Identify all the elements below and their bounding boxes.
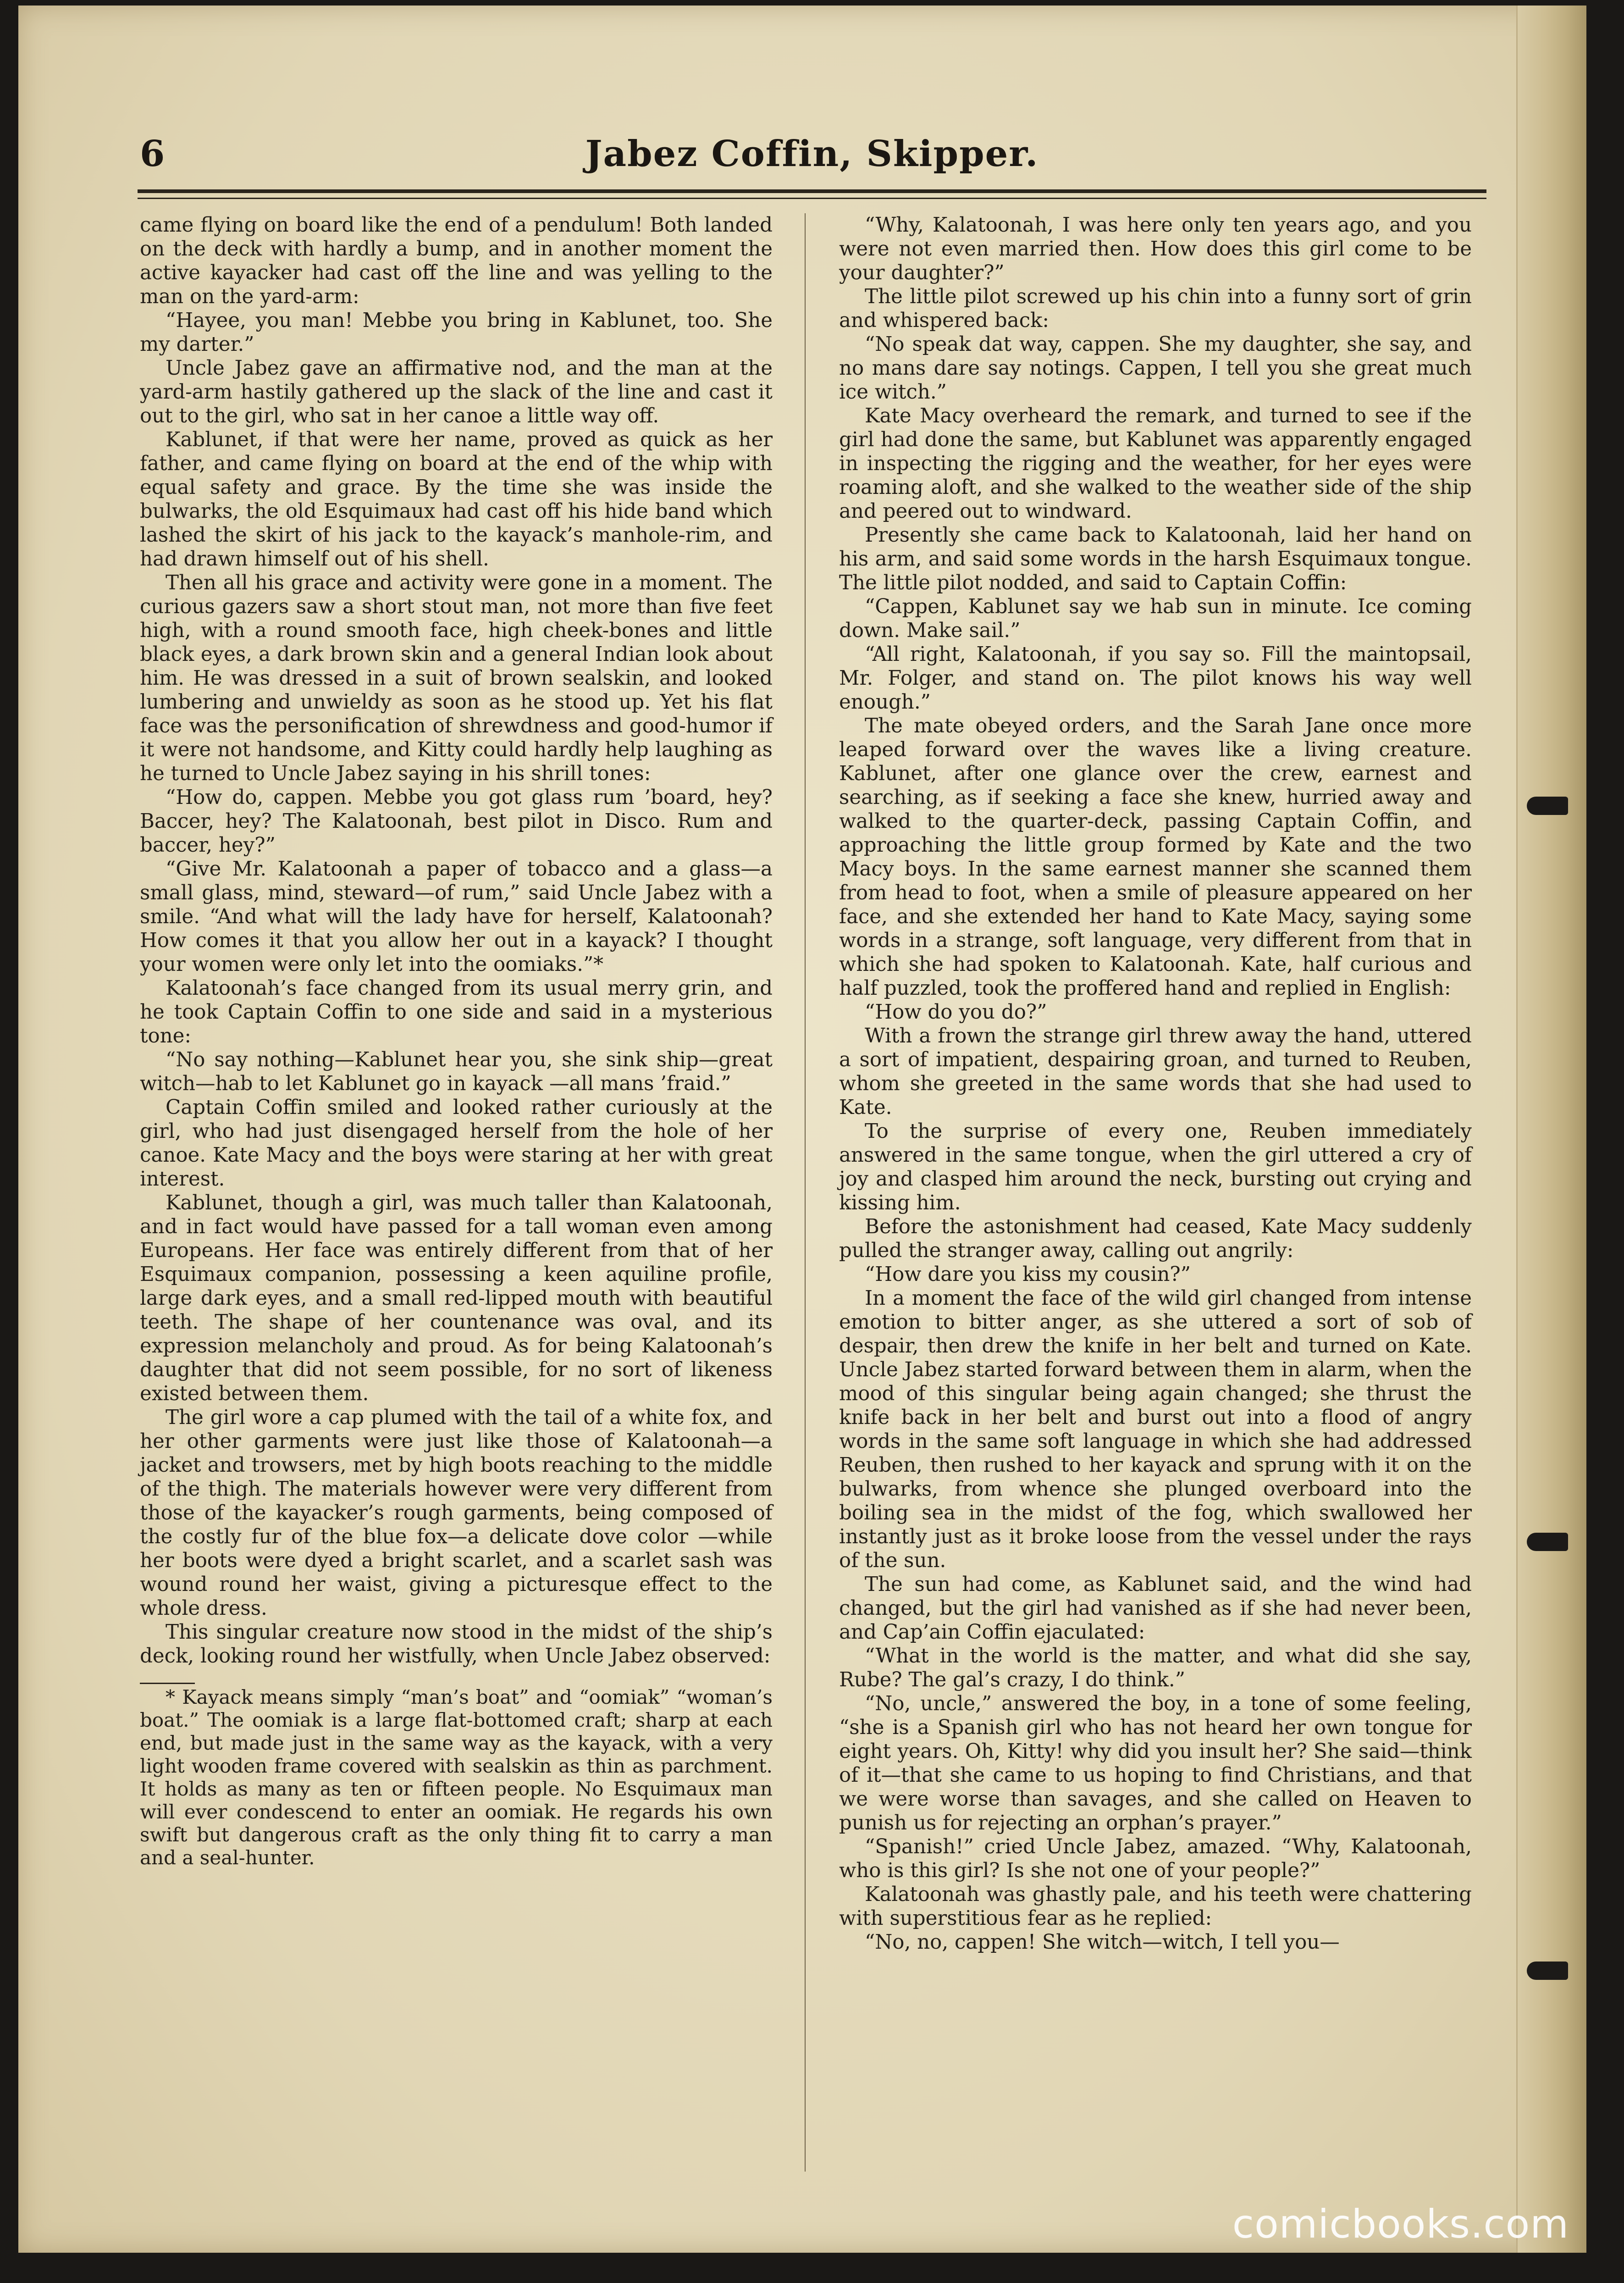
paragraph: The sun had come, as Kablunet said, and the wind had changed, but the girl had vanished as if she had never been, and Cap’ain Coffin ejaculated: — [839, 1573, 1472, 1644]
paragraph: Kablunet, if that were her name, proved as quick as her father, and came flying on board at the end of the whip with equal safety and grace. By the time she was inside the bulwarks, the old Esquimaux had cast off his hide band which lashed the skirt of his jack to the kayack’s manhole-rim, and had drawn himself out of his shell. — [140, 428, 773, 571]
paragraph: “What in the world is the matter, and what did she say, Rube? The gal’s crazy, I do think.” — [839, 1645, 1472, 1691]
paragraph: “No speak dat way, cappen. She my daughter, she say, and no mans dare say notings. Cappen, I tell you she great much ice witch.” — [839, 333, 1472, 404]
paragraph: “No, no, cappen! She witch—witch, I tell you— — [865, 1931, 1340, 1954]
paragraph: Presently she came back to Kalatoonah, laid her hand on his arm, and said some words in the harsh Esquimaux tongue. The little pilot nodded, and said to Captain Coffin: — [839, 524, 1472, 594]
paragraph: This singular creature now stood in the midst of the ship’s deck, looking round her wistfully, when Uncle Jabez observed: — [140, 1621, 773, 1668]
paragraph: Kalatoonah was ghastly pale, and his teeth were chattering with superstitious fear as he replied: — [839, 1883, 1472, 1930]
paragraph: The girl wore a cap plumed with the tail of a white fox, and her other garments were just like those of Kalatoonah—a jacket and trowsers, met by high boots reaching to the middle of the thigh. The materials however were very different from those of the kayacker’s rough garments, being composed of the costly fur of the blue fox—a delicate dove color —while her boots were dyed a bright scarlet, and a scarlet sash was wound round her waist, giving a picturesque effect to the whole dress. — [140, 1406, 773, 1620]
paragraph: came flying on board like the end of a pendulum! Both landed on the deck with hardly a bump, and in another moment the active kayacker had cast off the line and was yelling to the man on the yard-arm: — [140, 214, 773, 308]
paragraph: “How do you do?” — [865, 1001, 1047, 1024]
paragraph: “Why, Kalatoonah, I was here only ten years ago, and you were not even married then. How does this girl come to be your daughter?” — [839, 214, 1472, 284]
running-title: Jabez Coffin, Skipper. — [585, 133, 1039, 175]
paragraph: The mate obeyed orders, and the Sarah Jane once more leaped forward over the waves like a living creature. Kablunet, after one glance over the crew, earnest and searching, as if seeking a face she knew, hurried away and walked to the quarter-deck, passing Captain Coffin, and approaching the little group formed by Kate and the two Macy boys. In the same earnest manner she scanned them from head to foot, when a smile of pleasure appeared on her face, and she extended her hand to Kate Macy, saying some words in a strange, soft language, very different from that in which she had spoken to Kalatoonah. Kate, half curious and half puzzled, took the proffered hand and replied in English: — [839, 715, 1472, 1000]
paragraph: “Hayee, you man! Mebbe you bring in Kablunet, too. She my darter.” — [140, 309, 773, 356]
paragraph: In a moment the face of the wild girl changed from intense emotion to bitter anger, as she uttered a sort of sob of despair, then drew the knife in her belt and turned on Kate. Uncle Jabez started forward between them in alarm, when the mood of this singular being again changed; she thrust the knife back in her belt and burst out into a flood of angry words in the same soft language in which she had addressed Reuben, then rushed to her kayack and sprung with it on the bulwarks, from whence she plunged overboard into the boiling sea in the midst of the fog, which swallowed her instantly just as it broke loose from the vessel under the rays of the sun. — [839, 1287, 1472, 1572]
binding-staple — [1527, 1962, 1568, 1980]
paragraph: Kalatoonah’s face changed from its usual merry grin, and he took Captain Coffin to one side and said in a mysterious tone: — [140, 977, 773, 1047]
paragraph: “Give Mr. Kalatoonah a paper of tobacco and a glass—a small glass, mind, steward—of rum,” said Uncle Jabez with a smile. “And what will the lady have for herself, Kalatoonah? How comes it that you allow her out in a kayack? I thought your women were only let into the oomiaks.”* — [140, 858, 773, 976]
site-watermark: comicbooks.com — [1232, 2201, 1569, 2247]
paragraph: Before the astonishment had ceased, Kate Macy suddenly pulled the stranger away, calling out angrily: — [839, 1215, 1472, 1262]
binding-staple — [1527, 797, 1568, 815]
paragraph: “No, uncle,” answered the boy, in a tone of some feeling, “she is a Spanish girl who has not heard her own tongue for eight years. Oh, Kitty! why did you insult her? She said—think of it—that she came to us hoping to find Christians, and that we were worse than savages, and she called on Heaven to punish us for rejecting an orphan’s prayer.” — [839, 1692, 1472, 1834]
paragraph: Uncle Jabez gave an affirmative nod, and the man at the yard-arm hastily gathered up the slack of the line and cast it out to the girl, who sat in her canoe a little way off. — [140, 357, 773, 427]
paragraph: “No say nothing—Kablunet hear you, she sink ship—great witch—hab to let Kablunet go in kayack —all mans ’fraid.” — [140, 1048, 773, 1095]
paragraph: Kablunet, though a girl, was much taller than Kalatoonah, and in fact would have passed for a tall woman even among Europeans. Her face was entirely different from that of her Esquimaux companion, possessing a keen aquiline profile, large dark eyes, and a small red-lipped mouth with beautiful teeth. The shape of her countenance was oval, and its expression melancholy and proud. As for being Kalatoonah’s daughter that did not seem possible, for no sort of likeness existed between them. — [140, 1191, 773, 1405]
paragraph: “How do, cappen. Mebbe you got glass rum ’board, hey? Baccer, hey? The Kalatoonah, best pilot in Disco. Rum and baccer, hey?” — [140, 786, 773, 857]
left-column — [140, 213, 773, 1869]
paragraph: With a frown the strange girl threw away the hand, uttered a sort of impatient, despairing groan, and turned to Reuben, whom she greeted in the same words that she had used to Kate. — [839, 1025, 1472, 1119]
paragraph: The little pilot screwed up his chin into a funny sort of grin and whispered back: — [839, 285, 1472, 332]
paragraph: Then all his grace and activity were gone in a moment. The curious gazers saw a short stout man, not more than five feet high, with a round smooth face, high cheek-bones and little black eyes, a dark brown skin and a general Indian look about him. He was dressed in a suit of brown sealskin, and looked lumbering and unwieldy as soon as he stood up. Yet his flat face was the personification of shrewdness and good-humor if it were not handsome, and Kitty could hardly help laughing as he turned to Uncle Jabez saying in his shrill tones: — [140, 571, 773, 785]
paragraph: “Spanish!” cried Uncle Jabez, amazed. “Why, Kalatoonah, who is this girl? Is she not one of your people?” — [839, 1835, 1472, 1882]
footnote-rule — [140, 1683, 195, 1684]
paragraph: “Cappen, Kablunet say we hab sun in minute. Ice coming down. Make sail.” — [839, 595, 1472, 642]
right-column — [839, 213, 1472, 1954]
binding-staple — [1527, 1533, 1568, 1551]
page-number: 6 — [140, 133, 165, 175]
paragraph: “How dare you kiss my cousin?” — [865, 1263, 1191, 1286]
column-divider — [805, 213, 806, 2172]
binding-spine — [1516, 6, 1586, 2253]
page-header — [124, 124, 1500, 188]
paragraph: Captain Coffin smiled and looked rather curiously at the girl, who had just disengaged herself from the hole of her canoe. Kate Macy and the boys were staring at her with great interest. — [140, 1096, 773, 1191]
paragraph: “All right, Kalatoonah, if you say so. Fill the maintopsail, Mr. Folger, and stand on. The pilot knows his way well enough.” — [839, 643, 1472, 714]
paragraph: To the surprise of every one, Reuben immediately answered in the same tongue, when the girl uttered a cry of joy and clasped him around the neck, bursting out crying and kissing him. — [839, 1120, 1472, 1214]
footnote: * Kayack means simply “man’s boat” and “oomiak” “woman’s boat.” The oomiak is a large flat-bottomed craft; sharp at each end, but made just in the same way as the kayack, with a very light wooden frame covered with sealskin as thin as parchment. It holds as many as ten or fifteen people. No Esquimaux man will ever condescend to enter an oomiak. He regards his own swift but dangerous craft as the only thing fit to carry a man and a seal-hunter. — [140, 1686, 773, 1869]
paragraph: Kate Macy overheard the remark, and turned to see if the girl had done the same, but Kablunet was apparently engaged in inspecting the rigging and the weather, for her eyes were roaming aloft, and she walked to the weather side of the ship and peered out to windward. — [839, 405, 1472, 523]
header-rule — [138, 189, 1486, 199]
